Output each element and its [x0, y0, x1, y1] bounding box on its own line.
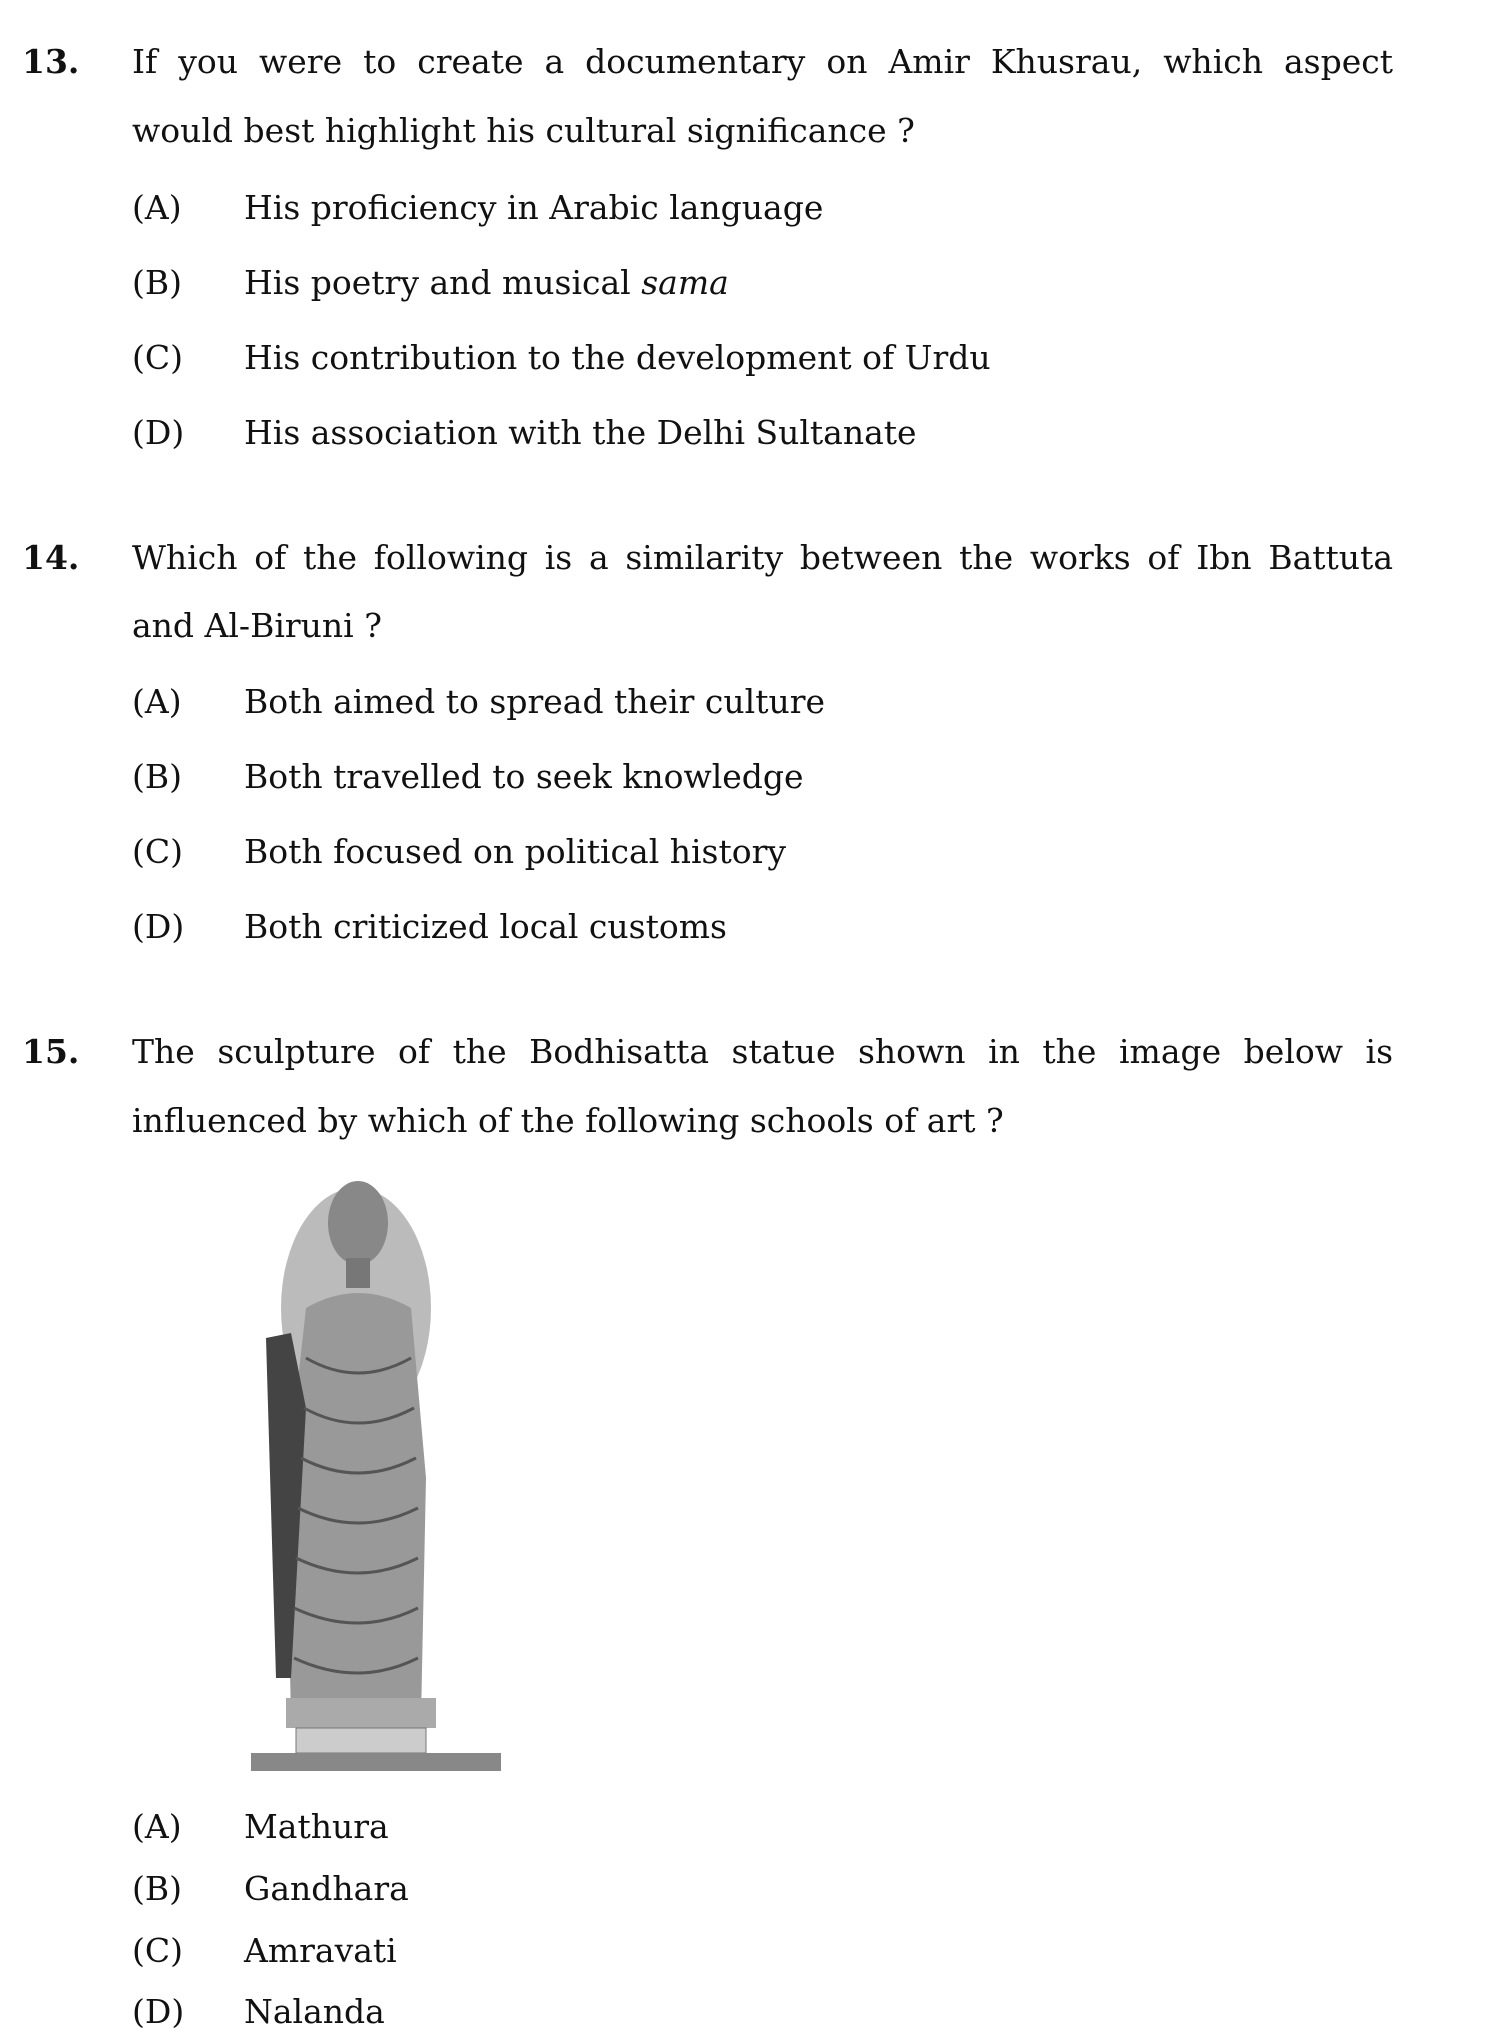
option-text: His contribution to the development of Urdu — [244, 338, 991, 377]
bodhisattva-statue-image — [246, 1158, 508, 1772]
option-text: His proficiency in Arabic language — [244, 188, 824, 227]
option-text: Nalanda — [244, 1992, 385, 2031]
option-text: Gandhara — [244, 1869, 409, 1908]
option-label: (B) — [132, 1869, 182, 1908]
option-text: Both criticized local customs — [244, 907, 727, 946]
option-text-wrapper — [244, 263, 729, 303]
option-label: (C) — [132, 832, 183, 871]
option-label: (A) — [132, 682, 182, 721]
option-text: Amravati — [244, 1931, 397, 1970]
option-label: (A) — [132, 188, 182, 227]
option-label: (D) — [132, 907, 185, 946]
option-text: Both focused on political history — [244, 832, 787, 871]
question-number: 15. — [22, 1032, 80, 1071]
option-text-italic: sama — [641, 263, 729, 302]
option-text: Both aimed to spread their culture — [244, 682, 826, 721]
option-text: His association with the Delhi Sultanate — [244, 413, 917, 452]
question-text-line-2: and Al-Biruni ? — [132, 606, 382, 645]
question-text-line-1: If you were to create a documentary on Amir Khusrau, which aspect — [132, 42, 1393, 81]
question-text-line-2: influenced by which of the following schools of art ? — [132, 1101, 1004, 1140]
option-text: Mathura — [244, 1807, 389, 1846]
question-text-line-2: would best highlight his cultural significance ? — [132, 111, 915, 150]
option-label: (C) — [132, 338, 183, 377]
option-label: (D) — [132, 413, 185, 452]
option-label: (C) — [132, 1931, 183, 1970]
question-text-line-1: The sculpture of the Bodhisatta statue shown in the image below is — [132, 1032, 1393, 1071]
option-label: (A) — [132, 1807, 182, 1846]
question-text-line-1: Which of the following is a similarity between the works of Ibn Battuta — [132, 538, 1393, 577]
option-label: (D) — [132, 1992, 185, 2031]
option-label: (B) — [132, 263, 182, 302]
option-text: His poetry and musical — [244, 263, 642, 302]
question-number: 14. — [22, 538, 80, 577]
option-text: Both travelled to seek knowledge — [244, 757, 804, 796]
question-number: 13. — [22, 42, 80, 81]
option-label: (B) — [132, 757, 182, 796]
